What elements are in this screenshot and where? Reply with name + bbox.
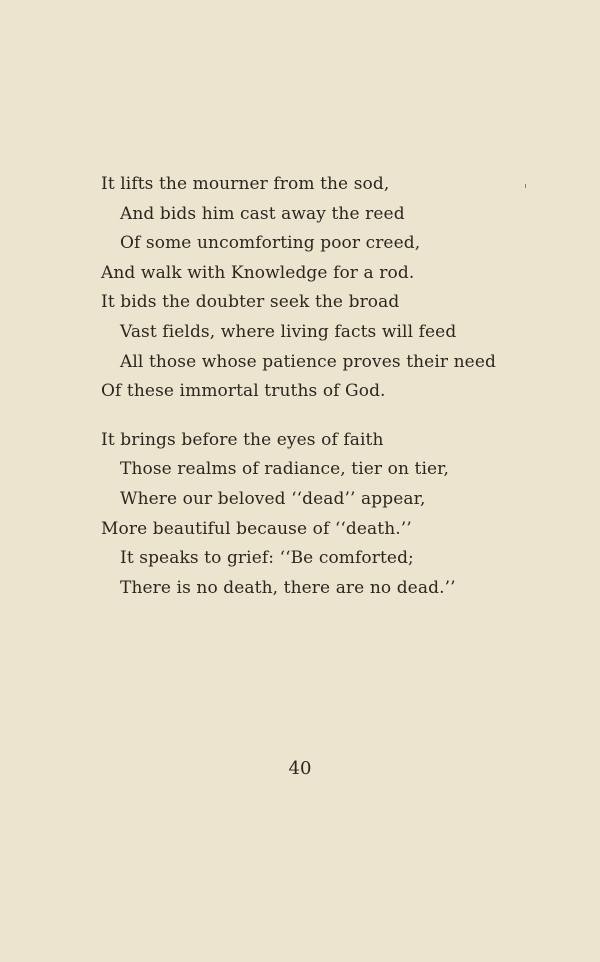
poem (101, 170, 561, 622)
stanza (101, 170, 561, 407)
poem-line: Those realms of radiance, tier on tier, (120, 459, 450, 480)
poem-line: It lifts the mourner from the sod, (101, 174, 390, 194)
poem-line: More beautiful because of ‘‘death.’’ (101, 518, 412, 539)
poem-line: It bids the doubter seek the broad (101, 292, 400, 313)
poem-line: And bids him cast away the reed (120, 203, 405, 224)
page-number: 40 (288, 758, 312, 779)
poem-line: Where our beloved ‘‘dead’’ appear, (120, 488, 426, 509)
poem-line: All those whose patience proves their need (120, 351, 496, 372)
poem-line: Of some uncomforting poor creed, (120, 233, 421, 254)
poem-line: It speaks to grief: ‘‘Be comforted; (120, 548, 414, 569)
poem-line: And walk with Knowledge for a rod. (101, 262, 415, 283)
stanza (101, 426, 561, 604)
poem-line: It brings before the eyes of faith (101, 429, 384, 450)
poem-line: Vast fields, where living facts will feed (120, 321, 457, 342)
poem-line: There is no death, there are no dead.’’ (120, 577, 456, 598)
poem-line: Of these immortal truths of God. (101, 381, 386, 402)
